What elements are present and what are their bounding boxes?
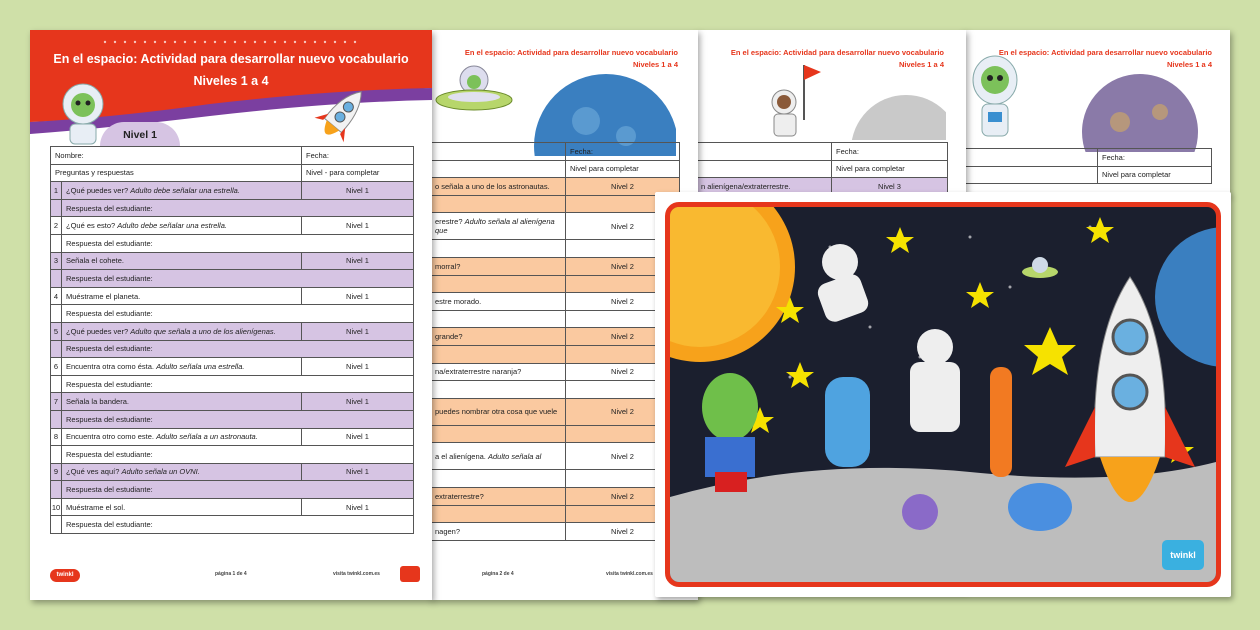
level-value: Nivel 3 (832, 178, 948, 196)
table-row: a el alienígena. Adulto señala al Nivel 2 (431, 443, 680, 470)
table-row: 9 ¿Qué ves aquí? Adulto señala un OVNI. Nivel 1 (51, 463, 414, 481)
table-row: 10 Muéstrame el sol. Nivel 1 (51, 498, 414, 516)
answer-label: Respuesta del estudiante: (62, 516, 414, 534)
alien-astronaut-illustration (970, 50, 1030, 140)
page-2-subtitle: Niveles 1 a 4 (632, 60, 678, 69)
ufo-illustration (434, 60, 514, 130)
page-3-subtitle: Niveles 1 a 4 (898, 60, 944, 69)
twinkl-logo: twinkl (1162, 540, 1204, 570)
qa-header: Preguntas y respuestas (51, 164, 302, 182)
table-row: erestre? Adulto señala al alienígena que Nivel 2 (431, 213, 680, 240)
page-4-title: En el espacio: Actividad para desarrollar nuevo vocabulario (998, 48, 1212, 57)
answer-label: Respuesta del estudiante: (62, 199, 414, 217)
table-row: grande? Nivel 2 (431, 328, 680, 346)
page-title: En el espacio: Actividad para desarrollar nuevo vocabulario (53, 52, 409, 66)
table-row: estre morado. Nivel 2 (431, 293, 680, 311)
rocket-icon (305, 82, 375, 152)
ufo-icon (1022, 257, 1058, 278)
astronaut-flag-illustration (766, 60, 836, 140)
space-scene-card (655, 192, 1231, 597)
page-number: página 2 de 4 (482, 571, 514, 577)
space-illustration (670, 207, 1216, 582)
answer-label: Respuesta del estudiante: (62, 446, 414, 464)
page-1-footer (30, 566, 432, 586)
alien-astronaut-icon (58, 80, 108, 146)
answer-label: Respuesta del estudiante: (62, 340, 414, 358)
date-label: Fecha: (302, 147, 414, 165)
level-header: Nivel para completar (832, 160, 948, 178)
answer-label: Respuesta del estudiante: (62, 410, 414, 428)
answer-label: Respuesta del estudiante: (62, 375, 414, 393)
date-label: Fecha: (1098, 149, 1212, 167)
table-row: 3 Señala el cohete. Nivel 1 (51, 252, 414, 270)
page-4-subtitle: Niveles 1 a 4 (1166, 60, 1212, 69)
table-row: 7 Señala la bandera. Nivel 1 (51, 393, 414, 411)
planet-icon (1155, 227, 1216, 367)
table-row: 2 ¿Qué es esto? Adulto debe señalar una estrella. Nivel 1 (51, 217, 414, 235)
date-label: Fecha: (832, 143, 948, 161)
level-header: Nivel para completar (1098, 166, 1212, 184)
twinkl-logo: twinkl (50, 569, 80, 582)
name-label: Nombre: (51, 147, 302, 165)
level-header: Nivel - para completar (302, 164, 414, 182)
table-row: 8 Encuentra otro como este. Adulto señala a un astronauta. Nivel 1 (51, 428, 414, 446)
table-row: o señala a uno de los astronautas. Nivel 2 (431, 178, 680, 196)
worksheet-page-4 (962, 30, 1230, 195)
level-badge: Nivel 1 (100, 122, 180, 146)
table-row: 6 Encuentra otra como ésta. Adulto señala una estrella. Nivel 1 (51, 358, 414, 376)
page-2-table (430, 142, 680, 541)
page-4-table (962, 148, 1212, 184)
footer-url: visita twinkl.com.es (333, 571, 380, 577)
footer-url: visita twinkl.com.es (606, 571, 653, 577)
page-3-title: En el espacio: Actividad para desarrollar nuevo vocabulario (730, 48, 944, 57)
table-row: 5 ¿Qué puedes ver? Adulto que señala a uno de los alienígenas. Nivel 1 (51, 322, 414, 340)
page-number: página 1 de 4 (215, 571, 247, 577)
answer-label: Respuesta del estudiante: (62, 234, 414, 252)
table-row: puedes nombrar otra cosa que vuele Nivel 2 (431, 398, 680, 425)
moon-illustration (846, 80, 946, 140)
table-row: 1 ¿Qué puedes ver? Adulto debe señalar una estrella. Nivel 1 (51, 182, 414, 200)
answer-label: Respuesta del estudiante: (62, 270, 414, 288)
date-label: Fecha: (566, 143, 680, 161)
space-scene (665, 202, 1221, 587)
planet-illustration (1080, 72, 1200, 152)
table-row: morral? Nivel 2 (431, 257, 680, 275)
worksheet-page-1 (30, 30, 432, 600)
page-2-title: En el espacio: Actividad para desarrollar nuevo vocabulario (464, 48, 678, 57)
table-row: extraterrestre? Nivel 2 (431, 487, 680, 505)
answer-label: Respuesta del estudiante: (62, 305, 414, 323)
page-subtitle: Niveles 1 a 4 (193, 74, 269, 88)
page-3-table (696, 142, 948, 196)
table-row: 4 Muéstrame el planeta. Nivel 1 (51, 287, 414, 305)
question-table (50, 146, 414, 534)
badge-logo (400, 566, 420, 582)
level-header: Nivel para completar (566, 160, 680, 178)
answer-label: Respuesta del estudiante: (62, 481, 414, 499)
table-row: nagen? Nivel 2 (431, 523, 680, 541)
table-row: na/extraterrestre naranja? Nivel 2 (431, 363, 680, 381)
question-text: n alienígena/extraterrestre. (697, 178, 832, 196)
